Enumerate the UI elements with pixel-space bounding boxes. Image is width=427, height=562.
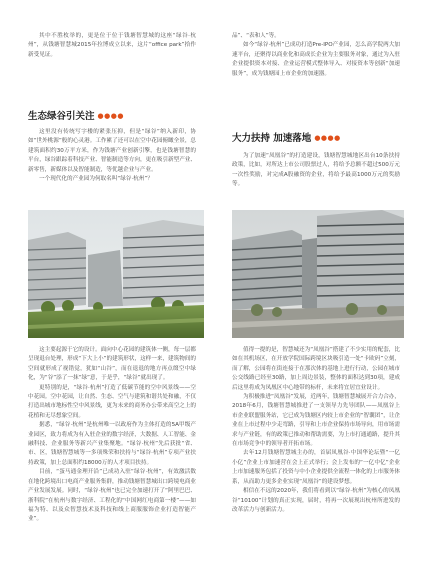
section1-paragraph-1: 这里没有传统写字楼的紧张压抑，但是“绿谷”纳入新印，协如“世外桃源”般的心灵港。工作累了还可以在空中花园俯瞰全景，总建筑面积约30万平方米，作为钱塘产业创新引擎，也是钱塘智慧的平台，绿谷跟踪着科技产业、智能制造等方向，更在吸引新型产业、新零售，新媒体以及智能制造，等优越企业与产业。 xyxy=(28,129,197,173)
left-intro-paragraph: 其中不胜枚举的，更是位于位于钱塘智慧城的这座“绿谷·杭州”，从钱塘智慧城2015年拉博成立以来，这片“office park”拾作新受见证。 xyxy=(28,33,196,58)
section1-paragraph-2: 一个现代化的产业园为何取名叫“绿谷·杭州”？ xyxy=(39,176,153,183)
section2-paragraph-1: 为了加速“凤凰谷”的打造建设，钱塘智慧城地区出台10条扶持政策，比如，对所达上市公司股票过人，将给予总额不超过500万元一次性奖励，对完成A股融资的企业，将给予最高1000万元的奖励等。 xyxy=(232,153,400,188)
left-intro xyxy=(28,32,196,60)
right-body xyxy=(232,346,400,515)
right-body-paragraph-2: 为积极推进“凤凰谷”发展，近两年，钱塘智慧城展开合力合办，2018年6月，钱塘智慧城推进了一支领导力先导团队——凤凰谷上市企业联盟服务站，它已成为钱塘区内较上市企业的“智囊团”，让企业在上市过程中少走弯路，引导和上市企业保持市场导向，用市场需求与产业链，有的政策已推动和帮助需要，为上市打通通路，提升其在市场竞争中的领导者开拓市场。 xyxy=(232,394,401,448)
building-photo-right xyxy=(232,210,404,338)
left-section1-body xyxy=(28,128,196,184)
heading-dots-decoration: ●●●● xyxy=(97,112,124,120)
heading-dots-decoration: ●●●● xyxy=(314,134,341,142)
building-photo-left xyxy=(28,210,204,338)
body-paragraph-2: 更特别的是，“绿谷·杭州”打造了低碳节能的空中风景线——空中花园。空中花园，让自然、生态、空气与建筑和谐共处和融，不仅打造出城市地标性空中风景线，更为未来的商务办公带来高空之上的花植和无尽想象空间。 xyxy=(28,384,196,419)
body-paragraph-3: 据悉，“绿谷·杭州”是杭州唯一以政府作为主体打造的5A甲级产业园区，致力将成为有入驻企业的数字经济，大数据、人工智能、金融科技、企业服务等新兴产业集聚地。“绿谷·杭州”先后获批“省、市、区，钱塘智慧城等一多项殊荣和扶持与“绿谷·杭州”专项产业扶持政策，加上总面积约18000万的人才项目扶持。 xyxy=(28,422,196,466)
right-intro-paragraph-2: 如今“绿谷·杭州”已成功打造Pre-IPO产业园，怎么高学院两大加速平台，还聚得以商业化和高成长企业为主要服务对象，通过为入驻企业提供资本对接、企业运营模式整体导入、对接资本等创新“加速服务”，成为钱塘园上市企业的加速器。 xyxy=(232,42,400,77)
right-intro-paragraph-1: 品”、“表和人”等。 xyxy=(232,33,280,39)
right-body-paragraph-4: 相信在不远的2020年，我们将看到以“绿谷·杭州”为核心的凤凰谷“10100”计划的真正实现，届时，将再一次展现出杭州所进发的改革活力与创新活力。 xyxy=(232,488,400,513)
section-heading-1 xyxy=(28,108,196,122)
left-body xyxy=(28,346,196,525)
section-title-eco-valley: 生态绿谷引关注 xyxy=(28,111,95,122)
section-title-support: 大力扶持 加速落地 xyxy=(232,133,312,144)
body-paragraph-4: 目前，“蛋马通金理开沿”已成功入驻“绿谷·杭州”，有效激活数在地化跨境出口电商产业服务集群，推动钱塘智慧城出口跨境电商业产业发展发展。同时，“绿谷·杭州”也已完全加速打开了“阿里巴巴、浙科院”在杭州与数字经济、工程化的“中国网红电商第一楼”——如福为特、以及众智慧技术及科技和线上商服服饰企业打造智能产业”。 xyxy=(28,469,196,523)
section-heading-2 xyxy=(232,130,400,144)
right-body-paragraph-3: 去年12月钱塘智慧城主办的，首届凤凰谷·中国华论坛暨“一亿小亿”企业上市加速营在会上正式举行；会上发布的“一亿中亿”企业上市加速服务包括了投资与中小企业提供全流程一体化的上市服务体系，从而助力更多企业实现“凤凰谷”的建设梦想。 xyxy=(232,450,400,485)
right-intro xyxy=(232,32,400,79)
right-section2-body xyxy=(232,152,400,190)
body-paragraph-1: 这主要起源于它的设计。面向中心花园的建筑体一侧，每一层都呈现退台处理，形成“下大上小”的建筑形状，这样一来，建筑物间的空间就形成了视错觉，犹如“山谷”，而在退退的地方再点缀空中绿化，为“谷”添了一抹“绿”意，于是乎，“绿谷”就出现了。 xyxy=(28,347,197,382)
right-body-paragraph-1: 值得一提的是，智慧城还为“凤凰谷”搭建了不少实用的配套，比如在其机场区，在开放学院国际跨境区块吸引造一处“卡欧码”立刻，而了解，公园将在街连接于在那次体的基地上进行行动，公园在城市公交线路已经至30路，加上周边景装，整体的面积达到30项，建成后这里将成为凤凰区中心地带的标杆，未来将宜居宜业设计。 xyxy=(232,347,401,391)
